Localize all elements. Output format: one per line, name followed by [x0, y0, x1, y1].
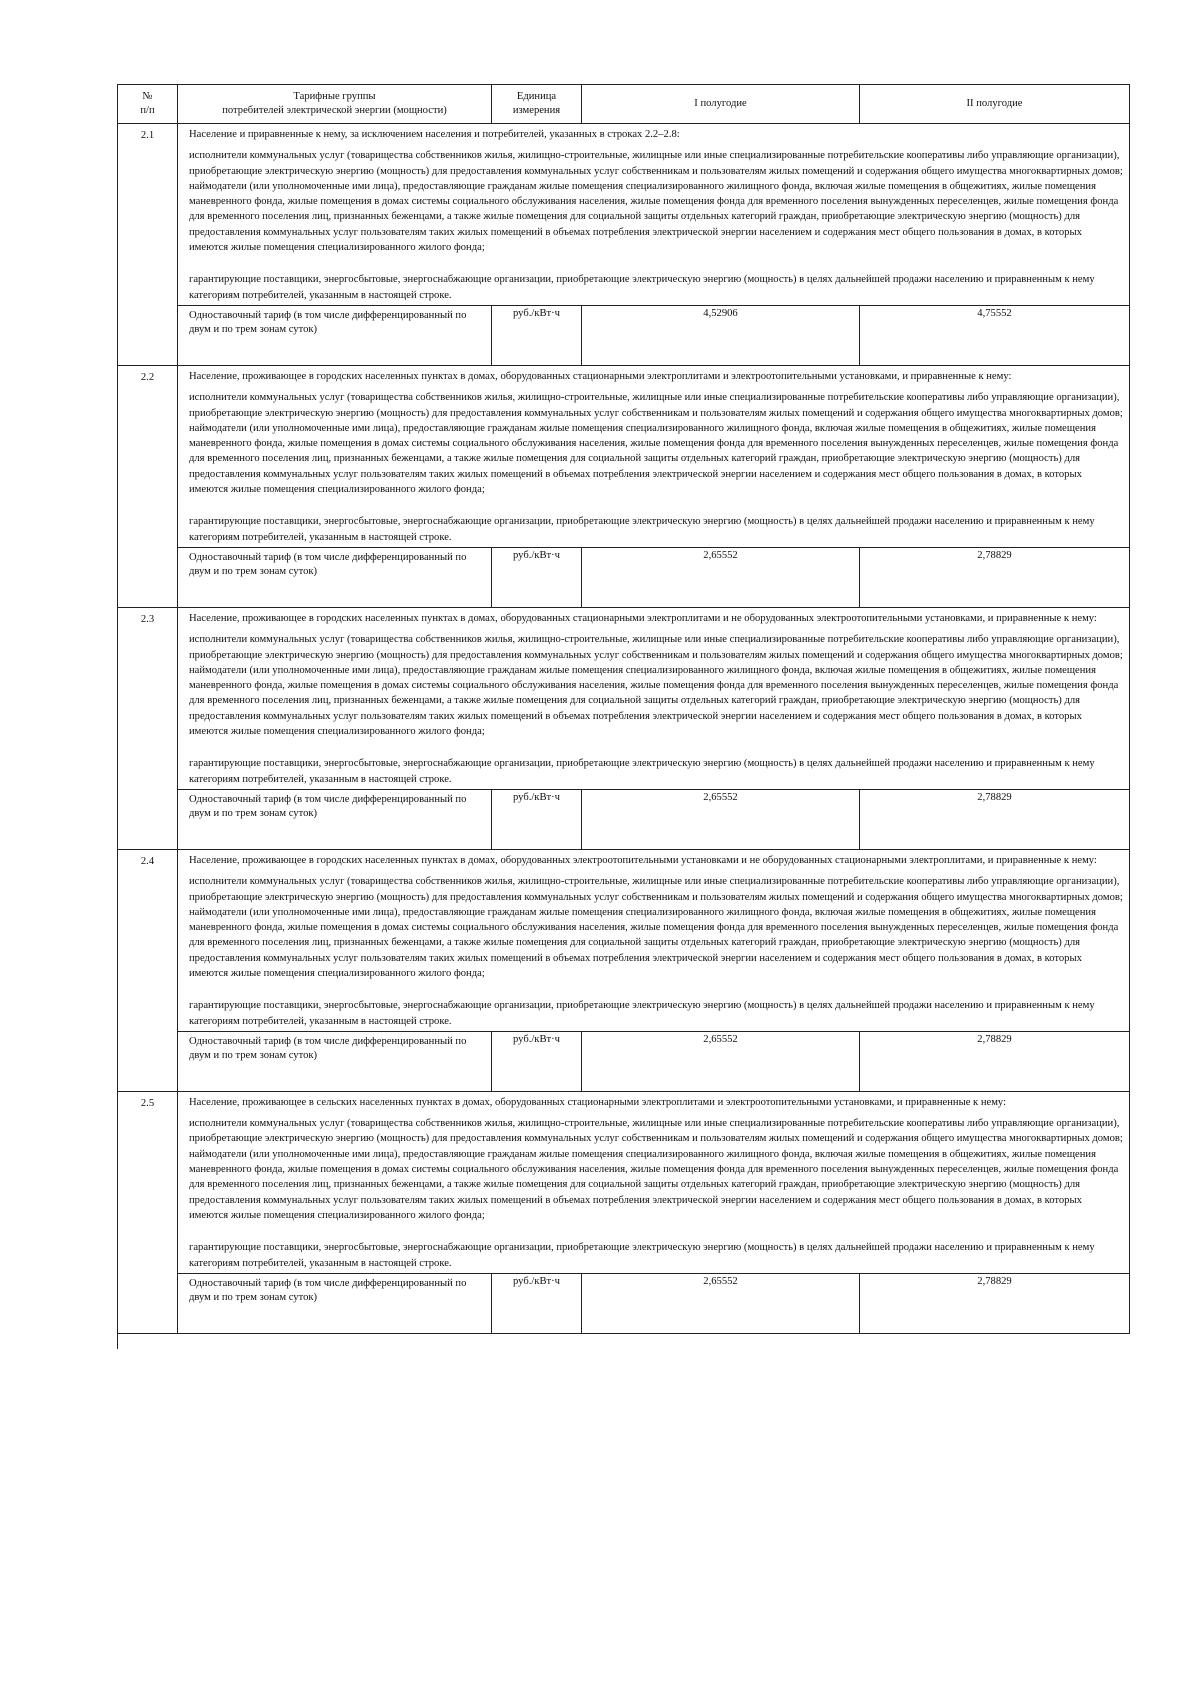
- row-executors-text: исполнители коммунальных услуг (товарищества собственников жилья, жилищно-строительные, жилищные или иные специализированные потребительские кооперативы либо управляющие организации), приобретающие электрическую энергию (мощность) для предоставления коммунальных услуг собственникам и пользователям жилых помещений и содержания общего имущества многоквартирных домов;: [189, 876, 1123, 903]
- row-suppliers-text: гарантирующие поставщики, энергосбытовые, энергоснабжающие организации, приобретающие электрическую энергию (мощность) в целях дальнейшей продажи населению и приравненным к нему категориям потребителей, указанным в настоящей строке.: [189, 758, 1095, 785]
- table-row-tariff-2-5: [118, 1273, 1130, 1333]
- table-row-group-2-1: [118, 124, 1130, 306]
- row-executors-text: исполнители коммунальных услуг (товарищества собственников жилья, жилищно-строительные, жилищные или иные специализированные потребительские кооперативы либо управляющие организации), приобретающие электрическую энергию (мощность) для предоставления коммунальных услуг собственникам и пользователям жилых помещений и содержания общего имущества многоквартирных домов;: [189, 1118, 1123, 1145]
- first-half-value-text: 2,65552: [703, 1275, 738, 1287]
- row-suppliers-text: гарантирующие поставщики, энергосбытовые, энергоснабжающие организации, приобретающие электрическую энергию (мощность) в целях дальнейшей продажи населению и приравненным к нему категориям потребителей, указанным в настоящей строке.: [189, 1000, 1095, 1027]
- row-number: [118, 1091, 178, 1333]
- first-half-value-text: 2,65552: [703, 1033, 738, 1045]
- row-landlords-text: наймодатели (или уполномоченные ими лица), предоставляющие гражданам жилые помещения специализированного жилищного фонда, включая жилые помещения в общежитиях, жилые помещения маневренного фонда, жилые помещения в домах системы социального обслуживания населения, жилые помещения фонда для временного поселения вынужденных переселенцев, жилые помещения фонда для временного поселения лиц, признанных беженцами, а также жилые помещения для социальной защиты отдельных категорий граждан, приобретающие электрическую энергию (мощность) для предоставления коммунальных услуг пользователям таких жилых помещений в объемах потребления электрической энергии населением и содержания мест общего пользования в домах, в которых имеются жилые помещения специализированного жилого фонда;: [189, 1148, 1119, 1221]
- header-first-half: [582, 85, 860, 124]
- row-number-text: 2.2: [140, 371, 155, 383]
- second-half-value-text: 2,78829: [977, 549, 1012, 561]
- tariff-label-text: Одноставочный тариф (в том числе дифференцированный по двум и по трем зонам суток): [189, 551, 467, 577]
- tariff-label-text: Одноставочный тариф (в том числе дифференцированный по двум и по трем зонам суток): [189, 309, 467, 335]
- second-half-value-text: 2,78829: [977, 791, 1012, 803]
- table-row-tariff-2-1: [118, 305, 1130, 365]
- header-unit-text: Единица измерения: [512, 91, 561, 116]
- second-half-value-text: 2,78829: [977, 1275, 1012, 1287]
- row-suppliers-text: гарантирующие поставщики, энергосбытовые, энергоснабжающие организации, приобретающие электрическую энергию (мощность) в целях дальнейшей продажи населению и приравненным к нему категориям потребителей, указанным в настоящей строке.: [189, 274, 1095, 301]
- tariff-first-half-value: [582, 305, 860, 365]
- row-number: [118, 365, 178, 607]
- table-row-group-2-2: [118, 365, 1130, 547]
- table-continuation-line: [117, 1334, 118, 1349]
- row-executors-text: исполнители коммунальных услуг (товарищества собственников жилья, жилищно-строительные, жилищные или иные специализированные потребительские кооперативы либо управляющие организации), приобретающие электрическую энергию (мощность) для предоставления коммунальных услуг собственникам и пользователям жилых помещений и содержания общего имущества многоквартирных домов;: [189, 150, 1123, 177]
- tariff-label: [178, 1031, 492, 1091]
- table-header-row: [118, 85, 1130, 124]
- first-half-value-text: 2,65552: [703, 791, 738, 803]
- row-consumer-description: [178, 124, 1130, 306]
- table-row-tariff-2-4: [118, 1031, 1130, 1091]
- tariff-first-half-value: [582, 1031, 860, 1091]
- tariff-unit: [492, 547, 582, 607]
- tariff-first-half-value: [582, 547, 860, 607]
- tariff-unit: [492, 305, 582, 365]
- tariff-unit: [492, 1273, 582, 1333]
- row-consumer-description: [178, 1091, 1130, 1273]
- tariff-unit: [492, 789, 582, 849]
- row-consumer-description: [178, 849, 1130, 1031]
- header-first-half-text: I полугодие: [694, 98, 747, 109]
- table-row-tariff-2-2: [118, 547, 1130, 607]
- second-half-value-text: 4,75552: [977, 307, 1012, 319]
- table-row-group-2-3: [118, 607, 1130, 789]
- header-number-text: № п/п: [140, 91, 155, 116]
- spacer: [189, 739, 1123, 756]
- row-suppliers-text: гарантирующие поставщики, энергосбытовые, энергоснабжающие организации, приобретающие электрическую энергию (мощность) в целях дальнейшей продажи населению и приравненным к нему категориям потребителей, указанным в настоящей строке.: [189, 516, 1095, 543]
- header-second-half: [860, 85, 1130, 124]
- row-number: [118, 124, 178, 366]
- first-half-value-text: 4,52906: [703, 307, 738, 319]
- tariff-table: [117, 84, 1130, 1334]
- row-consumer-description: [178, 365, 1130, 547]
- header-tariff-groups: [178, 85, 492, 124]
- row-landlords-text: наймодатели (или уполномоченные ими лица), предоставляющие гражданам жилые помещения специализированного жилищного фонда, включая жилые помещения в общежитиях, жилые помещения маневренного фонда, жилые помещения в домах системы социального обслуживания населения, жилые помещения фонда для временного поселения вынужденных переселенцев, жилые помещения фонда для временного поселения лиц, признанных беженцами, а также жилые помещения для социальной защиты отдельных категорий граждан, приобретающие электрическую энергию (мощность) для предоставления коммунальных услуг пользователям таких жилых помещений в объемах потребления электрической энергии населением и содержания мест общего пользования в домах, в которых имеются жилые помещения специализированного жилого фонда;: [189, 180, 1119, 254]
- row-suppliers-text: гарантирующие поставщики, энергосбытовые, энергоснабжающие организации, приобретающие электрическую энергию (мощность) в целях дальнейшей продажи населению и приравненным к нему категориям потребителей, указанным в настоящей строке.: [189, 1242, 1095, 1269]
- tariff-second-half-value: [860, 547, 1130, 607]
- tariff-label-text: Одноставочный тариф (в том числе дифференцированный по двум и по трем зонам суток): [189, 1277, 467, 1303]
- row-number-text: 2.4: [140, 855, 155, 867]
- tariff-second-half-value: [860, 1031, 1130, 1091]
- row-consumer-description: [178, 607, 1130, 789]
- tariff-label-text: Одноставочный тариф (в том числе дифференцированный по двум и по трем зонам суток): [189, 1035, 467, 1061]
- row-title: Население, проживающее в городских населенных пунктах в домах, оборудованных стационарными электроплитами и электроотопительными установками, и приравненные к нему:: [189, 370, 1012, 382]
- header-second-half-text: II полугодие: [966, 98, 1023, 109]
- row-executors-text: исполнители коммунальных услуг (товарищества собственников жилья, жилищно-строительные, жилищные или иные специализированные потребительские кооперативы либо управляющие организации), приобретающие электрическую энергию (мощность) для предоставления коммунальных услуг собственникам и пользователям жилых помещений и содержания общего имущества многоквартирных домов;: [189, 634, 1123, 661]
- tariff-label: [178, 547, 492, 607]
- spacer: [189, 981, 1123, 998]
- row-title: Население, проживающее в городских населенных пунктах в домах, оборудованных электроотопительными установками и не оборудованных стационарными электроплитами, и приравненные к нему:: [189, 854, 1097, 866]
- tariff-second-half-value: [860, 1273, 1130, 1333]
- table-row-group-2-4: [118, 849, 1130, 1031]
- tariff-unit-text: руб./кВт·ч: [513, 307, 560, 319]
- tariff-unit-text: руб./кВт·ч: [513, 791, 560, 803]
- row-number-text: 2.5: [140, 1097, 155, 1109]
- row-number-text: 2.1: [140, 130, 155, 141]
- spacer: [189, 497, 1123, 514]
- tariff-unit-text: руб./кВт·ч: [513, 1275, 560, 1287]
- header-tariff-groups-text: Тарифные группы потребителей электрической энергии (мощности): [222, 91, 447, 116]
- second-half-value-text: 2,78829: [977, 1033, 1012, 1045]
- row-landlords-text: наймодатели (или уполномоченные ими лица), предоставляющие гражданам жилые помещения специализированного жилищного фонда, включая жилые помещения в общежитиях, жилые помещения маневренного фонда, жилые помещения в домах системы социального обслуживания населения, жилые помещения фонда для временного поселения вынужденных переселенцев, жилые помещения фонда для временного поселения лиц, признанных беженцами, а также жилые помещения для социальной защиты отдельных категорий граждан, приобретающие электрическую энергию (мощность) для предоставления коммунальных услуг пользователям таких жилых помещений в объемах потребления электрической энергии населением и содержания мест общего пользования в домах, в которых имеются жилые помещения специализированного жилого фонда;: [189, 906, 1119, 979]
- row-number-text: 2.3: [140, 613, 155, 625]
- tariff-second-half-value: [860, 305, 1130, 365]
- tariff-unit-text: руб./кВт·ч: [513, 1033, 560, 1045]
- row-title: Население, проживающее в городских населенных пунктах в домах, оборудованных стационарными электроплитами и не оборудованных электроотопительными установками, и приравненные к нему:: [189, 612, 1097, 624]
- tariff-second-half-value: [860, 789, 1130, 849]
- tariff-unit: [492, 1031, 582, 1091]
- row-landlords-text: наймодатели (или уполномоченные ими лица), предоставляющие гражданам жилые помещения специализированного жилищного фонда, включая жилые помещения в общежитиях, жилые помещения маневренного фонда, жилые помещения в домах системы социального обслуживания населения, жилые помещения фонда для временного поселения вынужденных переселенцев, жилые помещения фонда для временного поселения лиц, признанных беженцами, а также жилые помещения для социальной защиты отдельных категорий граждан, приобретающие электрическую энергию (мощность) для предоставления коммунальных услуг пользователям таких жилых помещений в объемах потребления электрической энергии населением и содержания мест общего пользования в домах, в которых имеются жилые помещения специализированного жилого фонда;: [189, 664, 1119, 738]
- table-row-tariff-2-3: [118, 789, 1130, 849]
- tariff-unit-text: руб./кВт·ч: [513, 549, 560, 561]
- tariff-label: [178, 789, 492, 849]
- tariff-label: [178, 305, 492, 365]
- first-half-value-text: 2,65552: [703, 549, 738, 561]
- row-number: [118, 849, 178, 1091]
- header-unit: [492, 85, 582, 124]
- header-number: [118, 85, 178, 124]
- spacer: [189, 255, 1123, 272]
- table-row-group-2-5: [118, 1091, 1130, 1273]
- table-body: [118, 124, 1130, 1334]
- row-landlords-text: наймодатели (или уполномоченные ими лица), предоставляющие гражданам жилые помещения специализированного жилищного фонда, включая жилые помещения в общежитиях, жилые помещения маневренного фонда, жилые помещения в домах системы социального обслуживания населения, жилые помещения фонда для временного поселения вынужденных переселенцев, жилые помещения фонда для временного поселения лиц, признанных беженцами, а также жилые помещения для социальной защиты отдельных категорий граждан, приобретающие электрическую энергию (мощность) для предоставления коммунальных услуг пользователям таких жилых помещений в объемах потребления электрической энергии населением и содержания мест общего пользования в домах, в которых имеются жилые помещения специализированного жилого фонда;: [189, 422, 1119, 496]
- row-title: Население и приравненные к нему, за исключением населения и потребителей, указанных в строках 2.2–2.8:: [189, 129, 680, 140]
- tariff-first-half-value: [582, 789, 860, 849]
- row-executors-text: исполнители коммунальных услуг (товарищества собственников жилья, жилищно-строительные, жилищные или иные специализированные потребительские кооперативы либо управляющие организации), приобретающие электрическую энергию (мощность) для предоставления коммунальных услуг собственникам и пользователям жилых помещений и содержания общего имущества многоквартирных домов;: [189, 392, 1123, 419]
- tariff-first-half-value: [582, 1273, 860, 1333]
- spacer: [189, 1223, 1123, 1240]
- tariff-label: [178, 1273, 492, 1333]
- tariff-label-text: Одноставочный тариф (в том числе дифференцированный по двум и по трем зонам суток): [189, 793, 467, 819]
- row-number: [118, 607, 178, 849]
- row-title: Население, проживающее в сельских населенных пунктах в домах, оборудованных стационарными электроплитами и электроотопительными установками, и приравненные к нему:: [189, 1096, 1007, 1108]
